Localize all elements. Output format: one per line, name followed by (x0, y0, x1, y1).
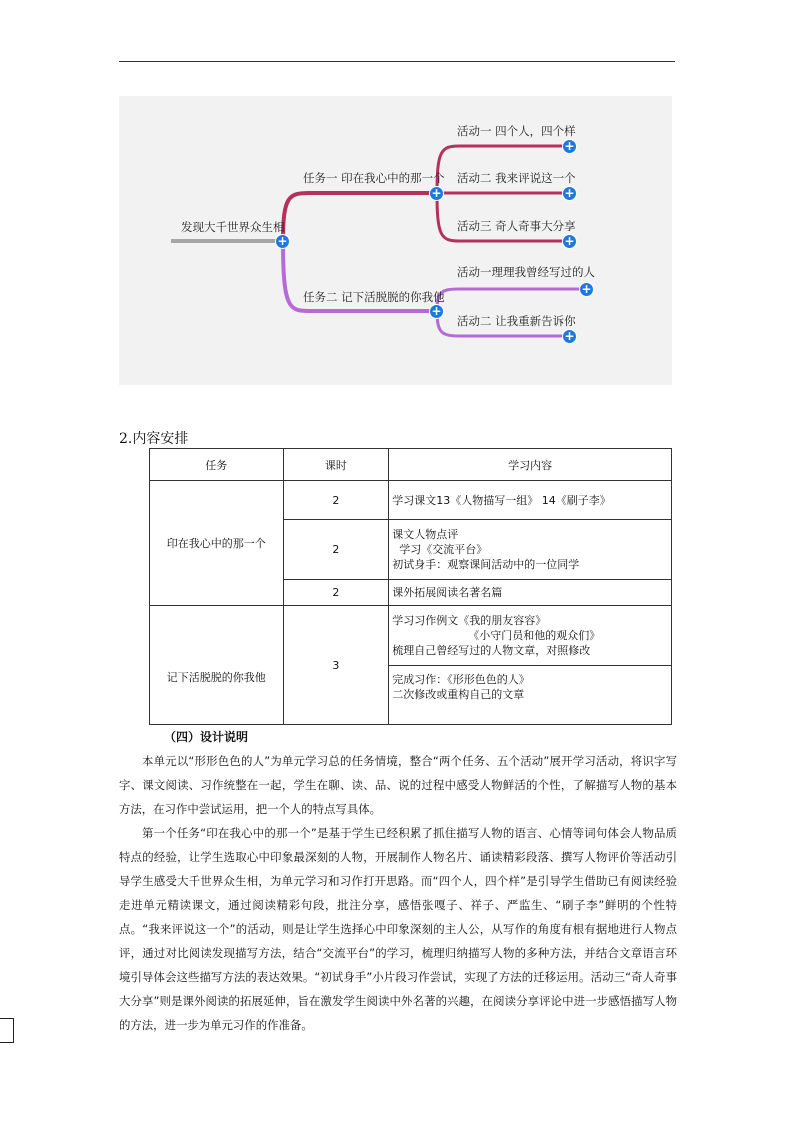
mindmap-task1-label: 任务一 印在我心中的那一个 (303, 171, 445, 185)
content-cell (389, 520, 672, 580)
plus-circle-icon[interactable]: + (277, 234, 288, 248)
design-notes-title: （四）设计说明 (164, 730, 249, 744)
mindmap-task1-activity2: 活动二 我来评说这一个 (457, 171, 576, 185)
content-arrangement-table (149, 448, 672, 725)
task2-activity1-line (437, 289, 586, 311)
content-cell (389, 580, 672, 606)
mindmap-root-label: 发现大千世界众生相 (181, 220, 285, 234)
content-line: 学习《交流平台》 (392, 543, 488, 556)
task2-name-cell: 记下活脱脱的你我他 (150, 606, 284, 725)
mindmap-task1-activity1: 活动一 四个人，四个样 (457, 124, 576, 138)
section-title: 2.内容安排 (119, 431, 189, 447)
content-line: 课外拓展阅读名著名篇 (392, 586, 503, 599)
plus-circle-icon[interactable]: + (564, 186, 575, 200)
task1-activity1-line (437, 146, 570, 193)
mindmap-task2-activity2: 活动二 让我重新告诉你 (457, 314, 576, 328)
margin-marker (0, 1018, 14, 1043)
content-cell (389, 481, 672, 520)
plus-circle-icon[interactable]: + (581, 282, 592, 296)
content-line: 学习习作例文《我的朋友容容》 (392, 614, 547, 627)
content-line: 《小守门员和他的观众们》 (468, 629, 601, 642)
mind-map (119, 96, 672, 385)
table-header-row (150, 449, 672, 481)
content-line: 完成习作：《形形色色的人》 (392, 673, 530, 686)
header-content: 学习内容 (389, 449, 672, 481)
mindmap-task2-label: 任务二 记下活脱脱的你我他 (303, 290, 445, 304)
plus-circle-icon[interactable]: + (564, 329, 575, 343)
task1-branch-line (283, 193, 435, 241)
hours-cell: 2 (283, 580, 389, 606)
paragraph: 本单元以“形形色色的人”为单元学习总的任务情境，整合“两个任务、五个活动”展开学习活动，将识字写字、课文阅读、习作统整在一起，学生在聊、读、品、说的过程中感受人物鲜活的个性，了解描写人物的基本方法，在习作中尝试运用，把一个人的特点写具体。 (119, 754, 677, 816)
task1-activity3-line (437, 193, 570, 241)
content-line: 二次修改或重构自己的文章 (392, 688, 525, 701)
mindmap-task1-activity3: 活动三 奇人奇事大分享 (457, 219, 576, 233)
plus-circle-icon[interactable]: + (431, 186, 442, 200)
content-line: 初试身手：观察课间活动中的一位同学 (392, 558, 580, 571)
task1-name-cell: 印在我心中的那一个 (150, 481, 284, 606)
content-line: 梳理自己曾经写过的人物文章，对照修改 (392, 644, 591, 657)
plus-circle-icon[interactable]: + (564, 234, 575, 248)
paragraph: 第一个任务“印在我心中的那一个”是基于学生已经积累了抓住描写人物的语言、心情等词句体会人物品质特点的经验，让学生选取心中印象最深刻的人物，开展制作人物名片、诵读精彩段落、撰写人物评价等活动引导学生感受大千世界众生相，为单元学习和习作打开思路。而“四个人，四个样”是引导学生借助已有阅读经验走进单元精读课文，通过阅读精彩句段，批注分享，感悟张嘎子、祥子、严监生、“刷子李”鲜明的个性特点。“我来评说这一个”的活动，则是让学生选择心中印象深刻的主人公，从写作的角度有根有据地进行人物点评，通过对比阅读发现描写方法，结合“交流平台”的学习，梳理归纳描写人物的多种方法，并结合文章语言环境引导体会这些描写方法的表达效果。“初试身手”小片段习作尝试，实现了方法的迁移运用。活动三“奇人奇事大分享”则是课外阅读的拓展延伸，旨在激发学生阅读中外名著的兴趣，在阅读分享评论中进一步感悟描写人物的方法，进一步为单元习作的作准备。 (119, 826, 677, 1032)
content-cell (389, 666, 672, 725)
hours-cell: 2 (283, 520, 389, 580)
content-line: 学习课文13《人物描写一组》 14《刷子李》 (392, 493, 611, 507)
header-hours: 课时 (283, 449, 389, 481)
header-rule (119, 61, 675, 62)
plus-circle-icon[interactable]: + (564, 139, 575, 153)
header-task: 任务 (150, 449, 284, 481)
content-cell (389, 606, 672, 666)
content-line: 课文人物点评 (392, 528, 459, 541)
table-row (150, 481, 672, 520)
plus-circle-icon[interactable]: + (431, 304, 442, 318)
table-row (150, 606, 672, 666)
hours-cell: 3 (283, 606, 389, 725)
mindmap-task2-activity1: 活动一理理我曾经写过的人 (457, 265, 595, 279)
hours-cell: 2 (283, 481, 389, 520)
mind-map-branches (119, 96, 672, 385)
